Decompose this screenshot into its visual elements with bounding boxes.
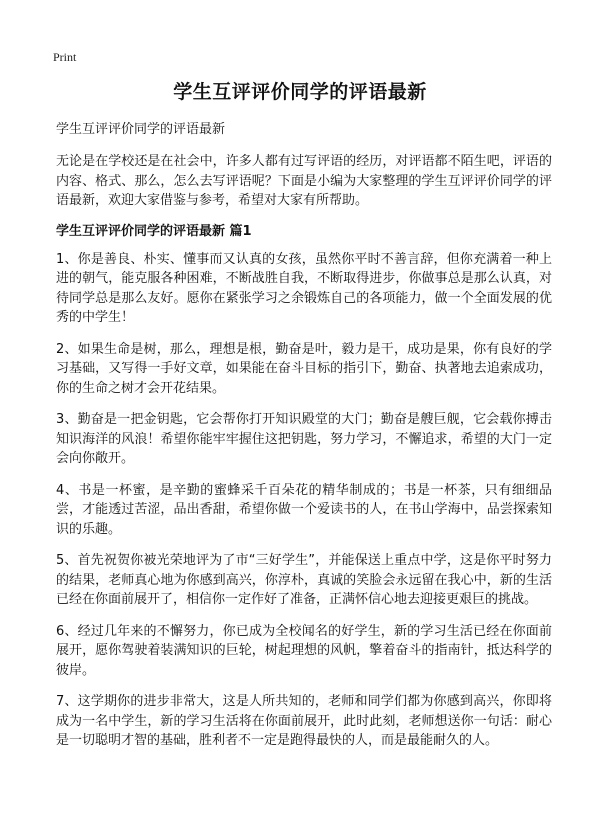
print-link[interactable]: Print: [53, 50, 77, 64]
comment-paragraph-2: 2、如果生命是树，那么，理想是根，勤奋是叶，毅力是干，成功是果，你有良好的学习基础，又写得一手好文章，如果能在奋斗目标的指引下，勤奋、执著地去追索成功，你的生命之树才会开花结果。: [56, 341, 552, 396]
intro-paragraph: 无论是在学校还是在社会中，许多人都有过写评语的经历，对评语都不陌生吧，评语的内容、格式、那么，怎么去写评语呢？下面是小编为大家整理的学生互评评价同学的评语最新，欢迎大家借鉴与参考，希望对大家有所帮助。: [56, 154, 552, 208]
comment-paragraph-4: 4、书是一杯蜜，是辛勤的蜜蜂采千百朵花的精华制成的；书是一杯茶，只有细细品尝，才能透过苦涩，品出香甜，希望你做一个爱读书的人，在书山学海中，品尝探索知识的乐趣。: [56, 482, 552, 537]
comment-paragraph-3: 3、勤奋是一把金钥匙，它会帮你打开知识殿堂的大门；勤奋是艘巨舰，它会载你搏击知识海洋的风浪！希望你能牢牢握住这把钥匙，努力学习，不懈追求，希望的大门一定会向你敞开。: [56, 412, 552, 466]
document-body: [56, 121, 552, 763]
comment-paragraph-6: 6、经过几年来的不懈努力，你已成为全校闻名的好学生，新的学习生活已经在你面前展开，愿你驾驶着装满知识的巨轮，树起理想的风帆，擎着奋斗的指南针，抵达科学的彼岸。: [56, 623, 552, 678]
page-title: 学生互评评价同学的评语最新: [173, 81, 427, 103]
section-heading: 学生互评评价同学的评语最新 篇1: [56, 223, 252, 239]
comment-paragraph-1: 1、你是善良、朴实、懂事而又认真的女孩，虽然你平时不善言辞，但你充满着一种上进的朝气，能克服各种困难，不断战胜自我，不断取得进步，你做事总是那么认真，对待同学总是那么友好。愿你在紧张学习之余锻炼自己的各项能力，做一个全面发展的优秀的中学生！: [56, 251, 552, 325]
comment-paragraph-7: 7、这学期你的进步非常大，这是人所共知的，老师和同学们都为你感到高兴，你即将成为一名中学生，新的学习生活将在你面前展开，此时此刻，老师想送你一句话：耐心是一切聪明才智的基础，胜利者不一定是跑得最快的人，而是最能耐久的人。: [56, 694, 552, 748]
document-subtitle: 学生互评评价同学的评语最新: [56, 122, 226, 137]
comment-paragraph-5: 5、首先祝贺你被光荣地评为了市“三好学生”，并能保送上重点中学，这是你平时努力的结果，老师真心地为你感到高兴，你淳朴，真诚的笑脸会永远留在我心中，新的生活已经在你面前展开了，相信你一定作好了准备，正满怀信心地去迎接更艰巨的挑战。: [56, 553, 552, 607]
